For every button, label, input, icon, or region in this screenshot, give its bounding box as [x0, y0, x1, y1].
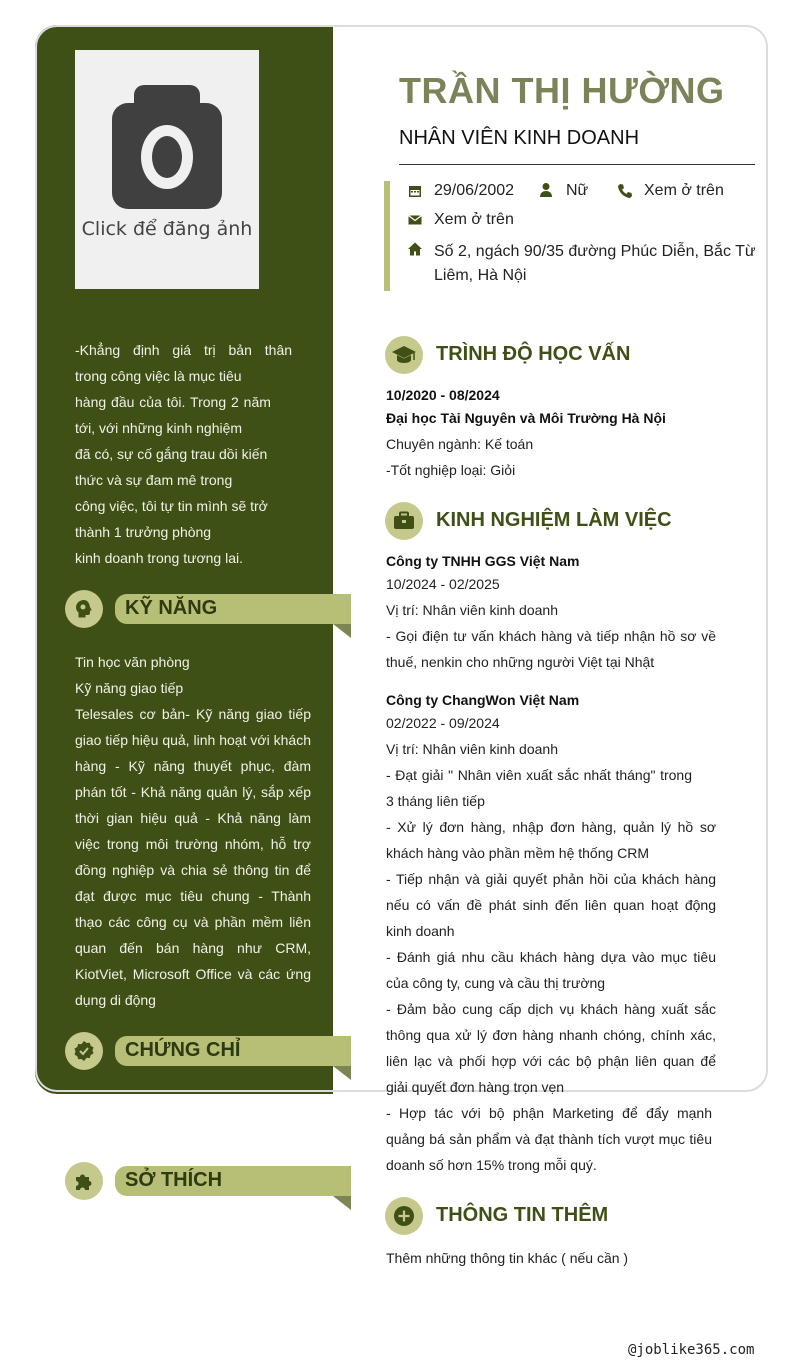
experience-job: [386, 548, 716, 675]
skill-head-icon: [65, 590, 103, 628]
email: Xem ở trên: [434, 211, 514, 228]
additional-title: THÔNG TIN THÊM: [436, 1204, 609, 1226]
badge-check-icon: [65, 1032, 103, 1070]
address-line: Số 2, ngách 90/35 đường Phúc Diễn, Bắc Từ: [434, 243, 756, 260]
header-divider: [399, 164, 755, 165]
skill-paragraph: Telesales cơ bản- Kỹ năng giao tiếp giao tiếp hiệu quả, linh hoạt với khách hàng - Kỹ năng thuyết phục, đàm phán tốt - Khả năng quản lý, sắp xếp thời gian hiệu quả - Khả năng làm việc trong môi trường nhóm, hỗ trợ đồng nghiệp và chia sẻ thông tin để đạt được mục tiêu chung - Thành thạo các công cụ và phần mềm liên quan đến bán hàng như CRM, KiotViet, Microsoft Office và các ứng dụng di động: [75, 706, 311, 1008]
plus-circle-icon: [385, 1197, 423, 1235]
summary-line: công việc, tôi tự tin mình sẽ trở: [75, 498, 268, 514]
watermark: @joblike365.com: [628, 1342, 755, 1358]
user-icon: [538, 182, 554, 198]
job-detail: - Đánh giá nhu cầu khách hàng dựa vào mục tiêu của công ty, cung và cầu thị trường: [386, 949, 716, 991]
skill-item: Tin học văn phòng: [75, 654, 190, 670]
job-details: - Gọi điện tư vấn khách hàng và tiếp nhận hồ sơ về thuế, nenkin cho những người Việt tại Nhật: [386, 628, 716, 670]
summary-line: trong công việc là mục tiêu: [75, 368, 242, 384]
job-period: 10/2024 - 02/2025: [386, 576, 500, 592]
certificates-section-header: [65, 1032, 351, 1072]
hobbies-section-header: [65, 1162, 351, 1202]
photo-upload-label: Click để đăng ảnh: [81, 218, 253, 240]
job-detail: - Đạt giải " Nhân viên xuất sắc nhất tháng" trong 3 tháng liên tiếp: [386, 767, 692, 809]
phone-icon: [617, 183, 633, 199]
education-grade: -Tốt nghiệp loại: Giỏi: [386, 462, 516, 478]
camera-icon: [112, 85, 222, 210]
briefcase-icon: [385, 502, 423, 540]
home-icon: [407, 241, 423, 257]
contact-accent-bar: [384, 181, 390, 291]
skill-item: Kỹ năng giao tiếp: [75, 680, 184, 696]
education-school: Đại học Tài Nguyên và Môi Trường Hà Nội: [386, 410, 666, 426]
job-position: Vị trí: Nhân viên kinh doanh: [386, 741, 558, 757]
job-company: Công ty TNHH GGS Việt Nam: [386, 553, 580, 569]
education-entry: [386, 382, 716, 483]
band-fold: [333, 1066, 351, 1080]
hobbies-band: [115, 1166, 351, 1196]
address-line: Liêm, Hà Nội: [434, 267, 527, 284]
job-period: 02/2022 - 09/2024: [386, 715, 500, 731]
hobbies-title: SỞ THÍCH: [125, 1169, 223, 1191]
calendar-icon: [407, 183, 423, 199]
summary-line: hàng đầu của tôi. Trong 2 năm: [75, 394, 271, 410]
education-major: Chuyên ngành: Kế toán: [386, 436, 534, 452]
experience-job: [386, 687, 716, 1178]
photo-upload[interactable]: [75, 50, 259, 289]
certificates-title: CHỨNG CHỈ: [125, 1039, 241, 1061]
band-fold: [333, 624, 351, 638]
education-period: 10/2020 - 08/2024: [386, 387, 500, 403]
summary-line: thành 1 trưởng phòng: [75, 524, 212, 540]
education-title: TRÌNH ĐỘ HỌC VẤN: [436, 343, 631, 365]
summary-line: kinh doanh trong tương lai.: [75, 550, 243, 566]
career-objective: [75, 337, 293, 571]
skills-section-header: [65, 590, 351, 630]
birthday: 29/06/2002: [434, 182, 515, 199]
summary-line: thức và sự đam mê trong: [75, 472, 233, 488]
summary-line: tới, với những kinh nghiệm: [75, 420, 243, 436]
skills-content: [75, 649, 311, 1013]
band-fold: [333, 1196, 351, 1210]
graduation-cap-icon: [385, 336, 423, 374]
job-title: NHÂN VIÊN KINH DOANH: [399, 127, 640, 149]
gender: Nữ: [566, 182, 589, 199]
job-position: Vị trí: Nhân viên kinh doanh: [386, 602, 558, 618]
summary-line: -Khẳng định giá trị bản thân: [75, 342, 293, 358]
address: [434, 240, 756, 288]
full-name: TRẦN THỊ HƯỜNG: [399, 70, 725, 111]
phone: Xem ở trên: [644, 182, 724, 199]
certificates-band: [115, 1036, 351, 1066]
puzzle-icon: [65, 1162, 103, 1200]
experience-title: KINH NGHIỆM LÀM VIỆC: [436, 509, 672, 531]
summary-line: đã có, sự cố gắng trau dồi kiến: [75, 446, 268, 462]
envelope-icon: [407, 212, 423, 228]
job-company: Công ty ChangWon Việt Nam: [386, 692, 580, 708]
job-detail: - Hợp tác với bộ phận Marketing để đẩy mạnh quảng bá sản phẩm và đạt thành tích vượt mục tiêu doanh số hơn 15% trong mỗi quý.: [386, 1105, 712, 1173]
job-detail: - Đảm bảo cung cấp dịch vụ khách hàng xuất sắc thông qua xử lý đơn hàng nhanh chóng, chính xác, liên lạc và phối hợp với các bộ phận liên quan để giải quyết đơn hàng trọn vẹn: [386, 1001, 716, 1095]
skills-band: [115, 594, 351, 624]
additional-text: Thêm những thông tin khác ( nếu cần ): [386, 1250, 629, 1266]
job-detail: - Tiếp nhận và giải quyết phản hồi của khách hàng nếu có vấn đề phát sinh đến liên quan hoạt động kinh doanh: [386, 871, 716, 939]
job-detail: - Xử lý đơn hàng, nhập đơn hàng, quản lý hồ sơ khách hàng vào phần mềm hệ thống CRM: [386, 819, 716, 861]
skills-title: KỸ NĂNG: [125, 597, 218, 619]
